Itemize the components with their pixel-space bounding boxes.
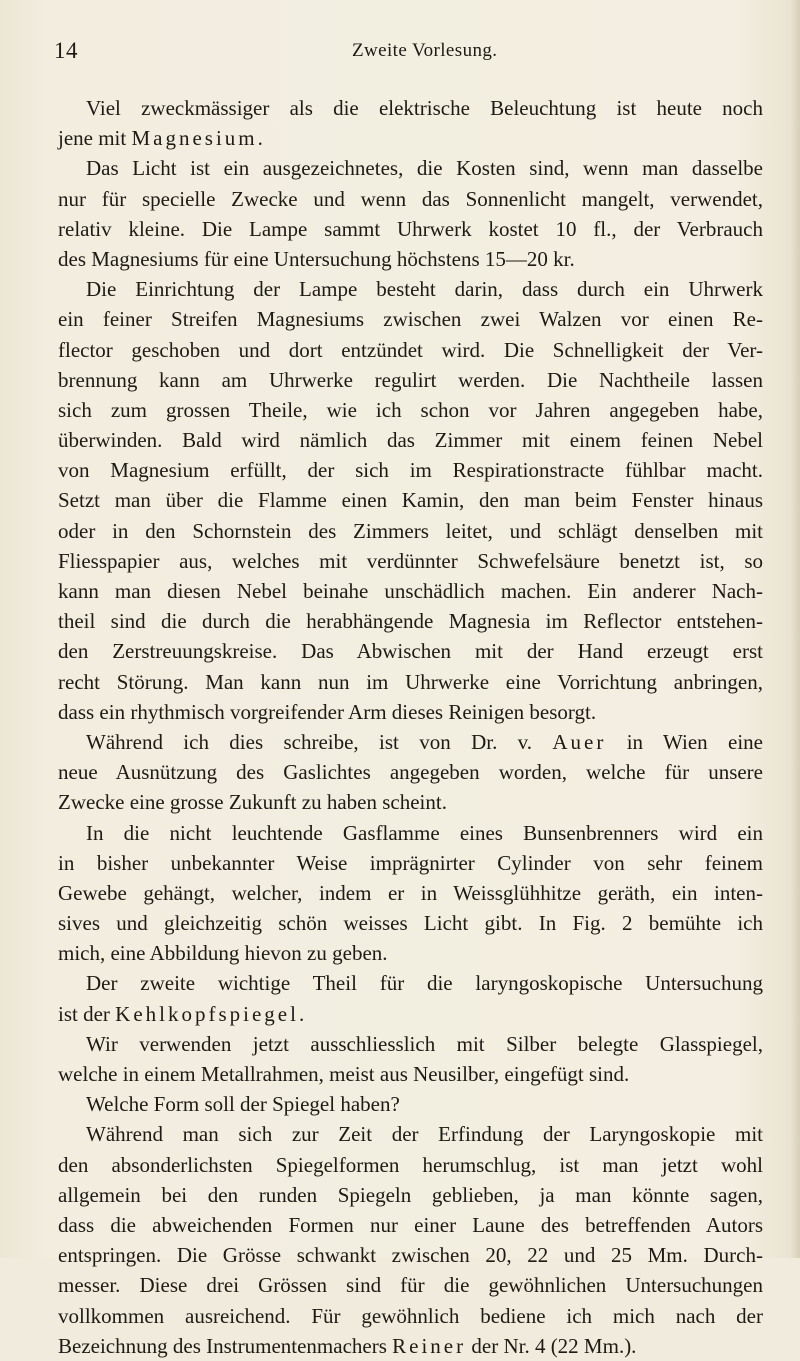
text-line: neue Ausnützung des Gaslichtes angegeben worden, welche für unsere <box>58 760 763 785</box>
text-line: Welche Form soll der Spiegel haben? <box>86 1092 400 1117</box>
text-line: sich zum grossen Theile, wie ich schon vor Jahren angegeben habe, <box>58 397 763 422</box>
text-line: messer. Diese drei Grössen sind für die gewöhnlichen Untersuchungen <box>58 1273 763 1298</box>
text-line: Während ich dies schreibe, ist von Dr. v. Auer in Wien eine <box>86 729 763 754</box>
text-line: von Magnesium erfüllt, der sich im Respirationstracte fühlbar macht. <box>58 458 763 483</box>
text-line: flector geschoben und dort entzündet wird. Die Schnelligkeit der Ver- <box>58 337 763 362</box>
text-line: Wir verwenden jetzt ausschliesslich mit Silber belegte Glasspiegel, <box>86 1031 763 1056</box>
text-line: Der zweite wichtige Theil für die laryngoskopische Untersuchung <box>86 971 763 996</box>
text-line: den Zerstreuungskreise. Das Abwischen mit der Hand erzeugt erst <box>58 639 763 664</box>
text-line: allgemein bei den runden Spiegeln geblieben, ja man könnte sagen, <box>58 1182 763 1207</box>
text-line: Die Einrichtung der Lampe besteht darin, dass durch ein Uhrwerk <box>86 277 763 302</box>
text-line: in bisher unbekannter Weise imprägnirter Cylinder von sehr feinem <box>58 850 763 875</box>
text-line: Während man sich zur Zeit der Erfindung der Laryngoskopie mit <box>86 1122 763 1147</box>
text-line: nur für specielle Zwecke und wenn das Sonnenlicht mangelt, verwendet, <box>58 186 763 211</box>
text-line: dass ein rhythmisch vorgreifender Arm dieses Reinigen besorgt. <box>58 699 597 724</box>
text-line: kann man diesen Nebel beinahe unschädlich machen. Ein anderer Nach- <box>58 579 763 603</box>
text-line: welche in einem Metallrahmen, meist aus Neusilber, eingefügt sind. <box>58 1062 630 1086</box>
text-line: Setzt man über die Flamme einen Kamin, den man beim Fenster hinaus <box>58 488 763 513</box>
text-line: ein feiner Streifen Magnesiums zwischen zwei Walzen vor einen Re- <box>58 307 763 332</box>
text-line: Das Licht ist ein ausgezeichnetes, die Kosten sind, wenn man dasselbe <box>86 156 763 181</box>
text-line: In die nicht leuchtende Gasflamme eines Bunsenbrenners wird ein <box>86 820 763 845</box>
running-title: Zweite Vorlesung. <box>352 40 498 61</box>
emphasized-term: Kehlkopfspiegel <box>115 1001 299 1026</box>
text-line: jene mit Magnesium. <box>58 126 263 151</box>
text-line: Bezeichnung des Instrumentenmachers Reiner der Nr. 4 (22 Mm.). <box>58 1333 637 1358</box>
text-line: Zwecke eine grosse Zukunft zu haben scheint. <box>58 790 447 815</box>
text-line: oder in den Schornstein des Zimmers leitet, und schlägt denselben mit <box>58 518 763 543</box>
text-line: dass die abweichenden Formen nur einer Laune des betreffenden Autors <box>58 1212 763 1237</box>
text-line: sives und gleichzeitig schön weisses Licht gibt. In Fig. 2 bemühte ich <box>58 911 763 936</box>
text-line: Viel zweckmässiger als die elektrische Beleuchtung ist heute noch <box>86 96 763 120</box>
page-number: 14 <box>54 38 78 63</box>
emphasized-term: Magnesium <box>131 126 258 151</box>
text-line: den absonderlichsten Spiegelformen herumschlug, ist man jetzt wohl <box>58 1152 763 1177</box>
text-line: relativ kleine. Die Lampe sammt Uhrwerk kostet 10 fl., der Verbrauch <box>58 216 763 241</box>
body-text <box>58 93 763 1361</box>
text-line: überwinden. Bald wird nämlich das Zimmer mit einem feinen Nebel <box>58 428 763 453</box>
page-edge-shadow <box>790 0 800 1258</box>
text-line: ist der Kehlkopfspiegel. <box>58 1001 305 1026</box>
emphasized-term: Reiner <box>392 1333 467 1358</box>
text-line: Fliesspapier aus, welches mit verdünnter Schwefelsäure benetzt ist, so <box>58 548 763 573</box>
text-line: Gewebe gehängt, welcher, indem er in Weissglühhitze geräth, ein inten- <box>58 880 763 905</box>
text-line: recht Störung. Man kann nun im Uhrwerke eine Vorrichtung anbringen, <box>58 669 763 694</box>
emphasized-term: Auer <box>552 729 607 754</box>
text-line: mich, eine Abbildung hievon zu geben. <box>58 941 388 966</box>
text-line: entspringen. Die Grösse schwankt zwischen 20, 22 und 25 Mm. Durch- <box>58 1243 763 1268</box>
text-line: vollkommen ausreichend. Für gewöhnlich bediene ich mich nach der <box>58 1303 763 1328</box>
text-line: theil sind die durch die herabhängende Magnesia im Reflector entstehen- <box>58 609 763 634</box>
text-line: brennung kann am Uhrwerke regulirt werden. Die Nachtheile lassen <box>58 367 763 392</box>
text-line: des Magnesiums für eine Untersuchung höchstens 15—20 kr. <box>58 246 575 271</box>
